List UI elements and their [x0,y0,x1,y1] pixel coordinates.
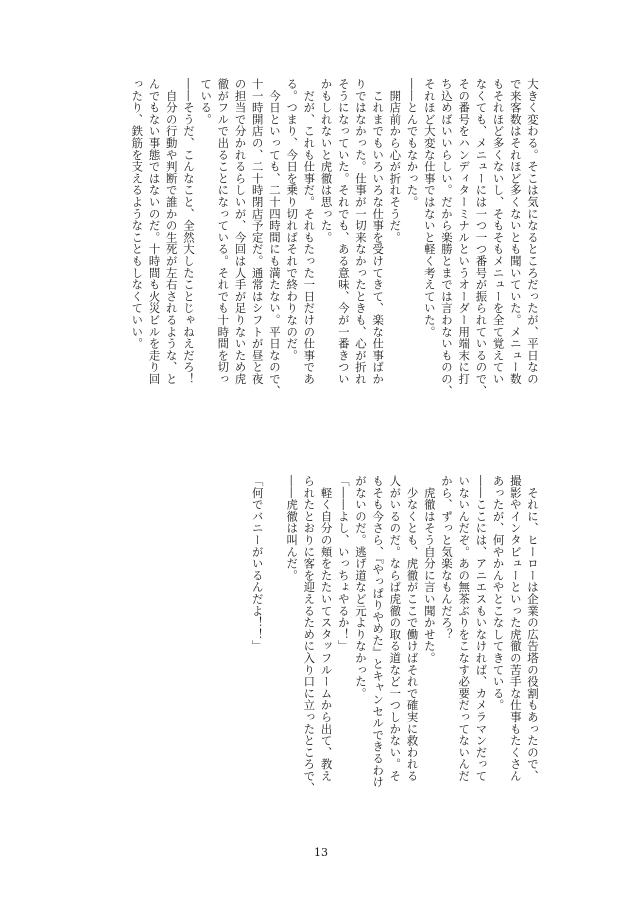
text-line: から、ずっと気楽なもんだろ？ [439,475,454,641]
text-line: ったり、鉄筋を支えるようなこともしなくていい。 [130,78,145,350]
text-line: られたとおりに客を迎えるために入り口に立ったところで、 [302,475,317,794]
text-line: 開店前から心が折れそうだ。 [388,78,403,244]
text-line: 「――よし、いっちょやるか！」 [336,475,351,652]
text-line: 大きく変わる。そこは気になるところだったが、平日なの [526,78,540,385]
text-line: 虎徹はそう自分に言い聞かせた。 [422,475,437,664]
text-line: それに、ヒーローは企業の広告塔の役割もあったので、 [526,475,540,782]
text-line: る。つまり、今日を乗り切ればそれで終わりなのだ。 [285,78,300,362]
text-line: 少なくとも、虎徹がここで働けばそれで確実に救われる [405,475,420,782]
text-line: 「何でバニーがいるんだよ！！」 [250,475,265,652]
text-line: かもしれないと虎徹は思った。 [319,78,334,244]
text-line: 徹がフルで出ることになっている。それでも十時間を切っ [216,78,231,385]
text-line: ている。 [199,78,214,126]
text-line: これまでもいろいろな仕事を受けてきて、楽な仕事ばか [371,78,386,385]
text-line: 今日といっても、二十四時間にも満たない。平日なので、 [267,78,282,397]
text-line: 十一時開店の、二十時閉店予定だ。通常はシフトが昼と夜 [250,78,265,385]
text-line: 自分の行動や判断で誰かの生死が左右されるような、と [164,78,179,385]
text-line: もそも今さら、『やっぱりやめた』とキャンセルできるわけ [371,475,386,788]
text-line: なくても、メニューには一つ一つ番号が振られているので、 [474,78,489,397]
text-line: もそれほど多くないし、そもそもメニューを全て覚えてい [491,78,506,385]
text-line: 撮影やインタビューといった虎徹の苦手な仕事もたくさん [508,475,523,782]
text-line: だが、これも仕事だ。それもたった一日だけの仕事であ [302,78,317,385]
text-line: ――そうだ、こんなこと、全然大したことじゃねえだろ！ [181,78,196,385]
text-line: ――虎徹は叫んだ。 [285,475,300,582]
text-line: ――ここには、アニエスもいなければ、カメラマンだって [474,475,489,782]
text-line: の担当で分かれるらしいが、今回は人手が足りないため虎 [233,78,248,385]
text-line: んでもない事態ではないのだ。十時間も火災ビルを走り回 [147,78,162,385]
text-line: そうになっていた。それでも、ある意味、今が一番きつい [336,78,351,385]
text-line: それほど大変な仕事ではないと軽く考えていた。 [422,78,437,338]
text-line: ――とんでもなかった。 [405,78,420,208]
upper-text-column [96,78,541,470]
text-line: 軽く自分の頬をたたいてスタッフルームから出て、教え [319,475,334,782]
page-number: 13 [314,846,328,859]
text-line: いないんだぞ。あの無茶ぶりをこなす必要だってないんだ [457,475,472,782]
text-line: その番号をハンディターミナルというオーダー用端末に打 [457,78,472,385]
text-line: ち込めばいいらしい。だから楽勝とまでは言わないものの、 [439,78,454,397]
text-line: で来客数はそれほど多くないとも聞いていた。メニュー数 [508,78,523,385]
lower-text-column [96,475,541,815]
text-line: あったが、何やかんやとこなしてきている。 [491,475,506,711]
text-line: りではなかった。仕事が一切来なかったときも、心が折れ [353,78,368,385]
blank-line [266,475,283,815]
text-line: 人がいるのだ。ならば虎徹の取る道など一つしかない。そ [388,475,403,782]
text-line: がないのだ。逃げ道など元よりなかった。 [353,475,368,700]
